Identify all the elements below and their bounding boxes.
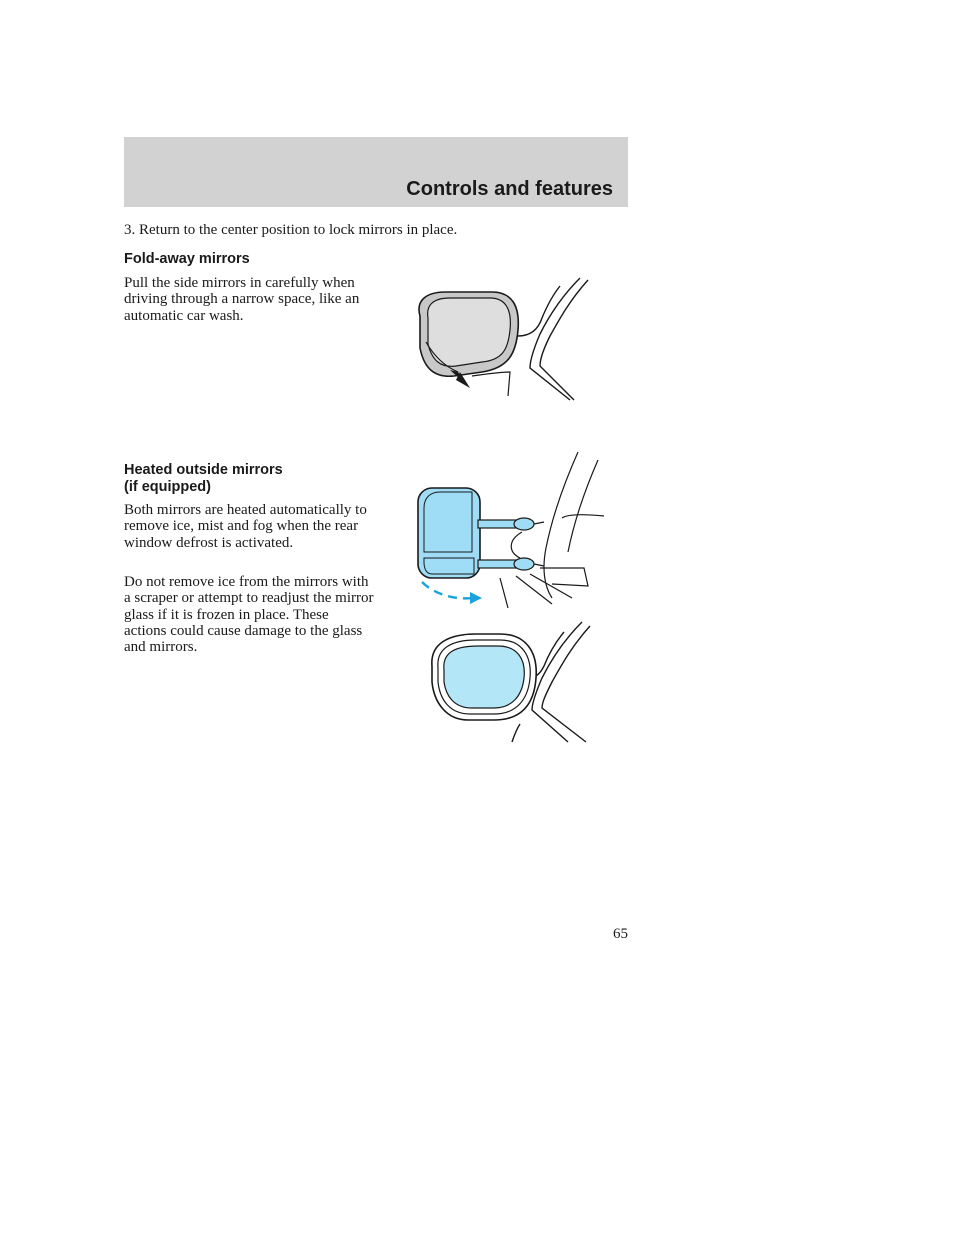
heated-towing-mirror-illustration <box>412 448 608 610</box>
step-3-text: 3. Return to the center position to lock mirrors in place. <box>124 222 458 238</box>
section-title: Controls and features <box>406 178 613 200</box>
vehicle-body-lines <box>500 452 604 608</box>
heated-heading-line-1: Heated outside mirrors <box>124 462 283 478</box>
fold-away-mirror-illustration <box>412 276 592 402</box>
heated-mirror-glass <box>444 646 524 708</box>
heated-mirrors-heading <box>124 462 283 496</box>
heated-heading-line-2: (if equipped) <box>124 479 211 495</box>
fold-away-paragraph: Pull the side mirrors in carefully when driving through a narrow space, like an automatic car wash. <box>124 275 360 324</box>
section-header-band <box>124 137 628 207</box>
fold-direction-arrow-icon <box>422 582 472 598</box>
fold-away-heading: Fold-away mirrors <box>124 251 250 267</box>
mirror-glass <box>428 298 511 366</box>
page-number: 65 <box>613 926 628 942</box>
heated-paragraph-2: Do not remove ice from the mirrors with a scraper or attempt to readjust the mirror glass if it is frozen in place. These actions could cause damage to the glass and mirrors. <box>124 574 374 656</box>
vehicle-door-frame <box>518 278 588 400</box>
heated-paragraph-1: Both mirrors are heated automatically to remove ice, mist and fog when the rear window defrost is activated. <box>124 502 367 551</box>
arrowhead-icon <box>470 592 482 604</box>
heated-standard-mirror-illustration <box>428 620 592 744</box>
